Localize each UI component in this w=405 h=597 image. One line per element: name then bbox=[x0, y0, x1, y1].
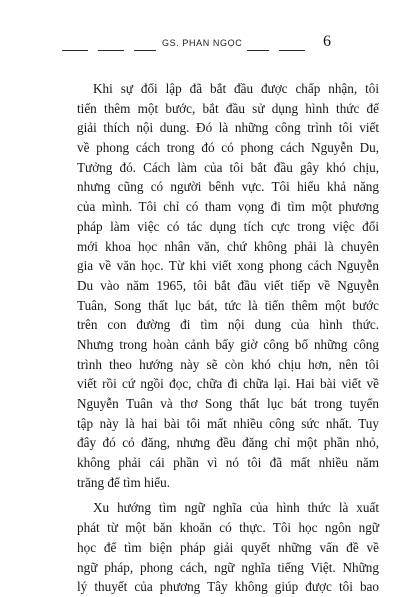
text-line: Nhưng trong hoàn cảnh bấy giờ công bố những công bbox=[77, 336, 379, 352]
text-line: gia về văn học. Từ khi viết xong phong cách Nguyễn bbox=[77, 258, 379, 274]
header-rule bbox=[247, 50, 269, 51]
text-line: của mình. Tôi chỉ có tham vọng đi tìm một phương bbox=[77, 199, 379, 215]
text-line: Nguyễn Tuân và thơ Song thất lục bát trong tuyển bbox=[77, 396, 379, 411]
header-rule bbox=[98, 50, 124, 51]
text-line: lý thuyết của phương Tây không giúp được tôi bao bbox=[77, 579, 379, 595]
text-line: phát từ một băn khoăn có thực. Tôi học ngôn ngữ bbox=[77, 520, 379, 536]
paragraph bbox=[77, 79, 379, 492]
running-head: GS. PHAN NGỌC bbox=[162, 38, 243, 48]
text-line: tiến thêm một bước, bắt đầu sử dụng hình thức để bbox=[77, 100, 379, 116]
text-line: học để tìm biện pháp giải quyết những vấn đề về bbox=[77, 539, 379, 555]
text-line: pháp làm việc có tác dụng tích cực trong việc đổi bbox=[77, 218, 379, 234]
text-line: Xu hướng tìm ngữ nghĩa của hình thức là xuất bbox=[93, 500, 379, 516]
text-line: nhưng cũng có người bênh vực. Tôi hiểu khả năng bbox=[77, 179, 379, 195]
text-line: về phong cách trong đó có phong cách Nguyễn Du, bbox=[77, 140, 379, 156]
page-number: 6 bbox=[323, 33, 331, 50]
text-line: trình theo hướng này sẽ còn khó chịu hơn, nên tôi bbox=[77, 356, 379, 372]
header-rule bbox=[62, 50, 88, 51]
text-line: Du vào năm 1965, tôi bắt đầu viết tiếp về Nguyễn bbox=[77, 277, 379, 293]
text-line: Khi sự đối lập đã bắt đầu được chấp nhận, tôi bbox=[93, 81, 379, 96]
header-rule bbox=[134, 50, 156, 51]
text-line: trăng để tìm hiểu. bbox=[77, 474, 171, 490]
body-text bbox=[77, 79, 379, 597]
text-line: viết rồi cứ ngồi đọc, chữa đi chữa lại. Hai bài viết về bbox=[77, 376, 379, 392]
text-line: mới khoa học nhân văn, chứ không phải là chuyên bbox=[77, 238, 379, 254]
paragraph bbox=[77, 498, 379, 596]
header-rule bbox=[279, 50, 305, 51]
text-line: ngữ pháp, phong cách, ngữ nghĩa tiếng Việt. Những bbox=[77, 559, 379, 575]
text-line: trên con đường đi tìm nội dung của hình thức. bbox=[77, 317, 379, 333]
text-line: không phải cái phần vì nó tôi đã mất nhiều năm bbox=[77, 455, 379, 471]
text-line: Tưởng đó. Cách làm của tôi bắt đầu gây khó chịu, bbox=[77, 159, 379, 175]
text-line: giải thích nội dung. Đó là những công trình tôi viết bbox=[77, 120, 379, 136]
text-line: tập này là hai bài tôi mất nhiều công sức nhất. Tuy bbox=[77, 415, 379, 431]
page-header bbox=[0, 33, 405, 57]
text-line: đây đó có đăng, nhưng đều đăng chỉ một phần nhỏ, bbox=[77, 435, 379, 451]
text-line: Tuân, Song thất lục bát, tức là tiến thêm một bước bbox=[77, 297, 379, 313]
